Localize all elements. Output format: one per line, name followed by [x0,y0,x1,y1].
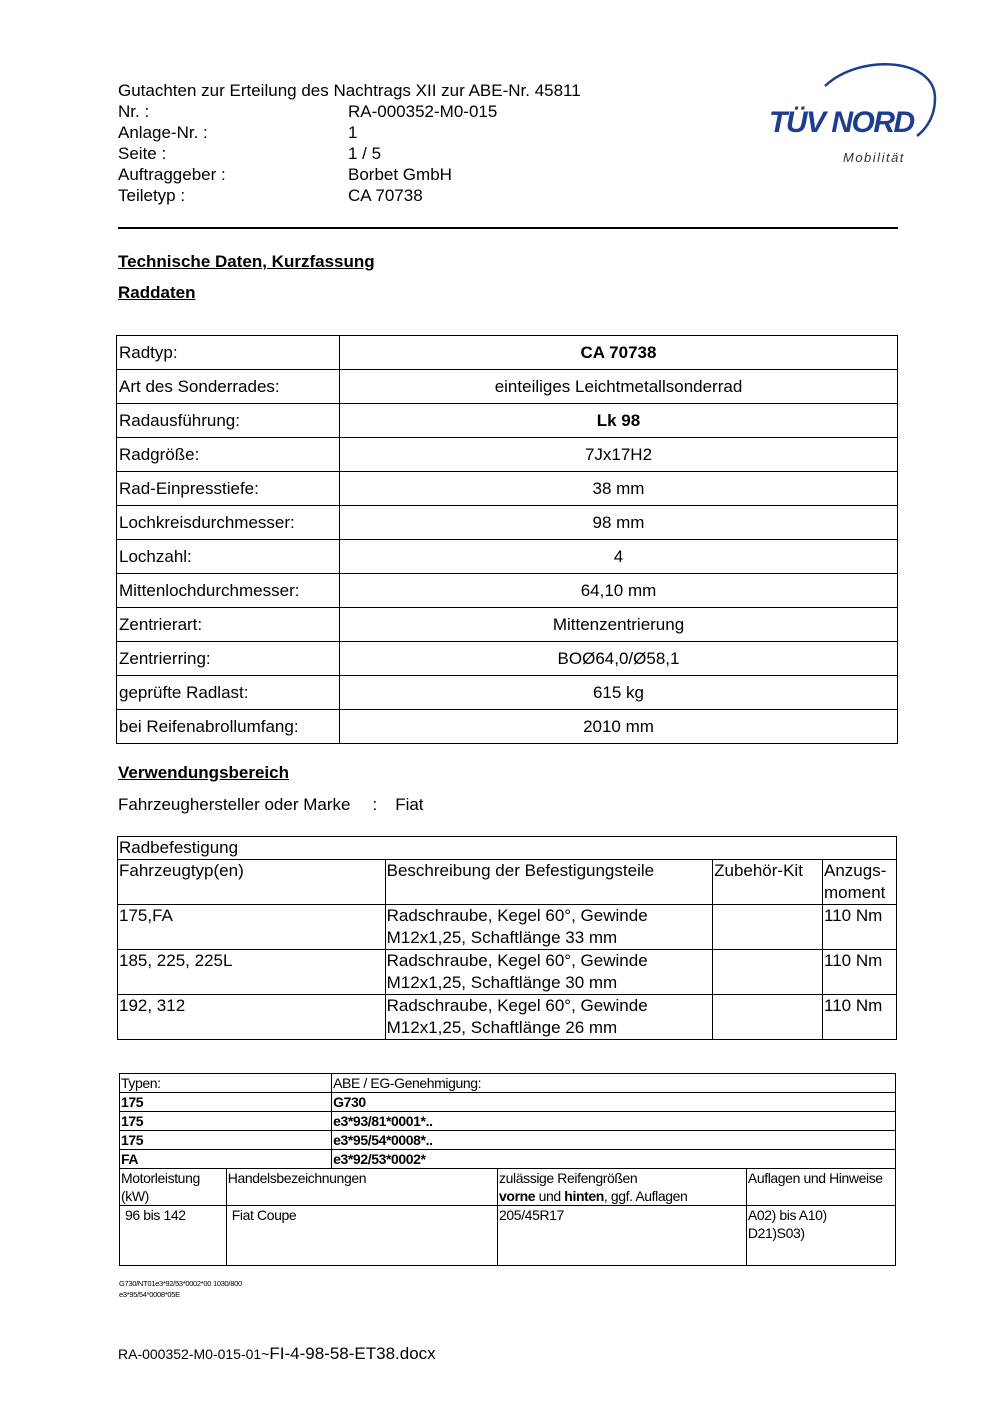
header-label: Teiletyp : [118,186,186,205]
table-row [118,837,897,860]
header-divider [118,227,898,229]
table-cell: 2010 mm [340,710,898,744]
column-header: Anzugs-moment [823,860,897,905]
header-label: Auftraggeber : [118,165,226,184]
table-row [117,574,898,608]
table-cell: 98 mm [340,506,898,540]
table-cell: geprüfte Radlast: [117,676,340,710]
table-cell: BOØ64,0/Ø58,1 [340,642,898,676]
table-row [117,676,898,710]
table-cell: Lk 98 [340,404,898,438]
vehicle-maker-line [118,795,424,815]
and-label: und [535,1188,565,1204]
table-cell: ABE / EG-Genehmigung: [332,1074,896,1093]
table-cell: einteiliges Leichtmetallsonderrad [340,370,898,404]
document-header [118,80,581,206]
table-cell: e3*93/81*0001*.. [332,1112,896,1131]
table-cell: e3*95/54*0008*.. [332,1131,896,1150]
table-cell: Art des Sonderrades: [117,370,340,404]
table-cell: 96 bis 142 [120,1206,227,1266]
header-label: Nr. : [118,102,150,121]
logo-subtitle: Mobilität [843,150,905,165]
table-row [117,642,898,676]
table-cell [713,950,823,995]
table-cell: 38 mm [340,472,898,506]
notes-line: A02) bis A10) [747,1207,827,1223]
reference-note: e3*95/54*0008*05E [119,1290,180,1299]
table-cell: FA [120,1150,332,1169]
table-row [118,995,897,1040]
table-row [117,404,898,438]
table-cell: e3*92/53*0002* [332,1150,896,1169]
table-row [117,540,898,574]
column-header: Beschreibung der Befestigungsteile [385,860,712,905]
table-cell: CA 70738 [340,336,898,370]
tires-header-line: zulässige Reifengrößen [499,1170,638,1186]
footer-reference: RA-000352-M0-015-01~ [118,1346,270,1362]
table-row [120,1131,896,1150]
column-header: Motorleistung (kW) [120,1169,227,1206]
table-cell: Radschraube, Kegel 60°, Gewinde M12x1,25, Schaftlänge 33 mm [385,905,712,950]
table-cell [746,1206,895,1266]
document-title: Gutachten zur Erteilung des Nachtrags XII zur ABE-Nr. 45811 [118,81,581,100]
table-cell: 185, 225, 225L [118,950,386,995]
header-value: 1 / 5 [348,144,382,163]
header-label: Anlage-Nr. : [118,123,208,142]
table-cell: 175 [120,1112,332,1131]
maker-value: Fiat [395,795,424,814]
table-cell: 64,10 mm [340,574,898,608]
table-cell: Typen: [120,1074,332,1093]
table-cell: Zentrierring: [117,642,340,676]
table-row [117,710,898,744]
reference-note: G730/NT01e3*92/53*0002*00 1030/800 [119,1279,242,1288]
header-row [118,143,581,164]
table-title-cell: Radbefestigung [118,837,897,860]
table-cell: Radschraube, Kegel 60°, Gewinde M12x1,25, Schaftlänge 30 mm [385,950,712,995]
table-cell: G730 [332,1093,896,1112]
reference-notes [119,1278,242,1300]
section-heading: Verwendungsbereich [118,763,289,782]
section-heading: Technische Daten, Kurzfassung [118,252,375,271]
wheel-fixing-table [117,836,897,1040]
document-footer [118,1344,436,1364]
maker-label: Fahrzeughersteller oder Marke [118,795,351,814]
table-cell: Mittenzentrierung [340,608,898,642]
table-row [117,472,898,506]
table-row [117,608,898,642]
header-value: 1 [348,123,358,142]
table-cell: Lochkreisdurchmesser: [117,506,340,540]
header-row [118,185,581,206]
table-cell [713,995,823,1040]
table-cell: 175 [120,1093,332,1112]
table-cell: Radausführung: [117,404,340,438]
header-value: CA 70738 [348,186,423,205]
table-cell: 205/45R17 [498,1206,747,1266]
table-cell: 110 Nm [823,995,897,1040]
header-row [118,122,581,143]
section-heading: Raddaten [118,283,196,302]
footer-filename: FI-4-98-58-ET38.docx [269,1344,436,1363]
column-header: Auflagen und Hinweise [746,1169,895,1206]
tuv-nord-logo [765,58,945,173]
table-cell: 175,FA [118,905,386,950]
header-value: Borbet GmbH [348,165,452,184]
table-cell: Rad-Einpresstiefe: [117,472,340,506]
column-header: Zubehör-Kit [713,860,823,905]
table-row [120,1093,896,1112]
header-row [118,101,581,122]
table-row [117,336,898,370]
table-row [117,438,898,472]
table-cell: Zentrierart: [117,608,340,642]
table-cell: Radschraube, Kegel 60°, Gewinde M12x1,25, Schaftlänge 26 mm [385,995,712,1040]
table-cell [713,905,823,950]
table-row [117,370,898,404]
column-header: Handelsbezeichnungen [226,1169,497,1206]
table-row [118,905,897,950]
table-cell: 4 [340,540,898,574]
table-cell: Radgröße: [117,438,340,472]
table-cell: 615 kg [340,676,898,710]
logo-text: TÜV NORD [769,106,914,139]
table-row [120,1112,896,1131]
table-cell: bei Reifenabrollumfang: [117,710,340,744]
column-header: Fahrzeugtyp(en) [118,860,386,905]
table-header-row [118,860,897,905]
maker-colon: : [372,795,378,814]
table-row [120,1074,896,1093]
header-label: Seite : [118,144,167,163]
table-cell: 192, 312 [118,995,386,1040]
header-row [118,164,581,185]
table-row [118,950,897,995]
tires-header-sub [499,1187,745,1205]
rear-label: hinten [564,1188,604,1204]
table-cell: Radtyp: [117,336,340,370]
table-cell: Lochzahl: [117,540,340,574]
table-row [120,1206,896,1266]
table-row [120,1150,896,1169]
table-header-row [120,1169,896,1206]
table-cell: 175 [120,1131,332,1150]
table-cell: 110 Nm [823,950,897,995]
table-row [117,506,898,540]
wheel-data-table [116,335,898,744]
header-value: RA-000352-M0-015 [348,102,498,121]
table-cell: 110 Nm [823,905,897,950]
type-approval-table [119,1073,896,1266]
column-header [498,1169,747,1206]
table-cell: 7Jx17H2 [340,438,898,472]
table-cell: Mittenlochdurchmesser: [117,574,340,608]
conditions-label: , ggf. Auflagen [603,1188,688,1204]
notes-line: D21)S03) [747,1225,805,1241]
front-label: vorne [499,1188,536,1204]
table-cell: Fiat Coupe [226,1206,497,1266]
